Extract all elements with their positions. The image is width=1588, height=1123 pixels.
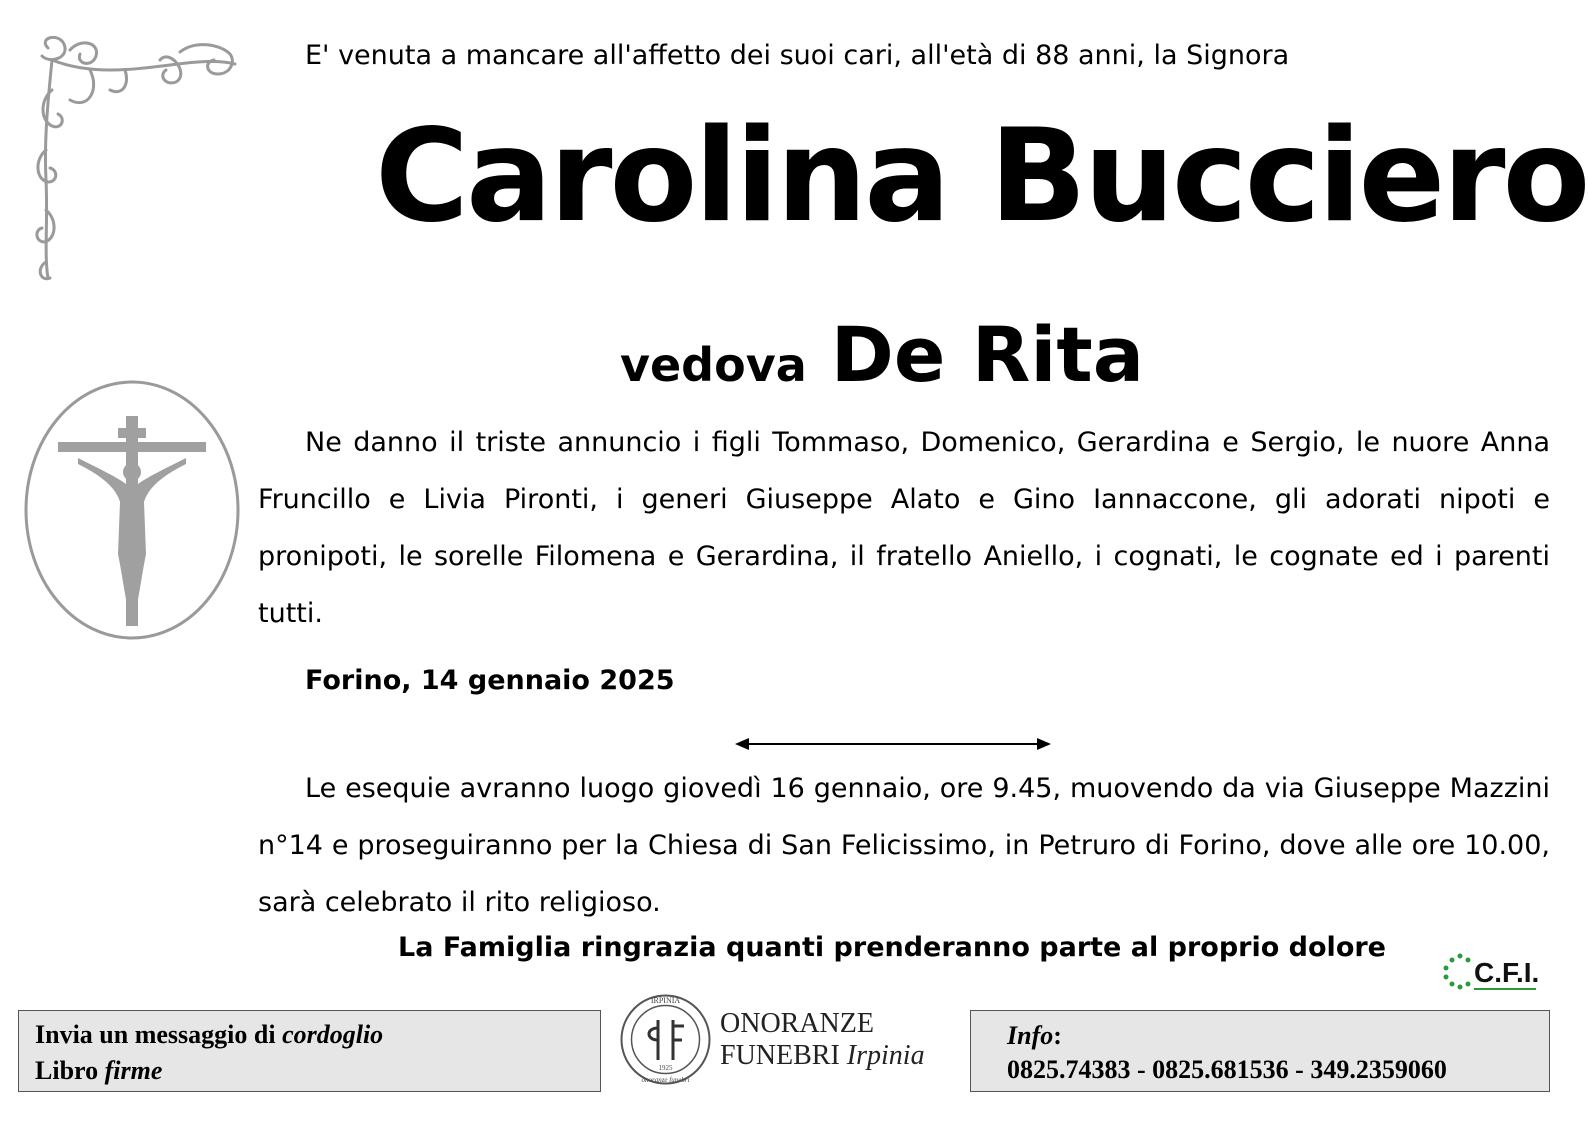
widow-surname: De Rita	[830, 310, 1145, 399]
phone-numbers[interactable]: 0825.74383 - 0825.681536 - 349.2359060	[1007, 1055, 1447, 1084]
widow-line	[620, 310, 1220, 399]
brand-line2-italic: Irpinia	[846, 1040, 925, 1071]
condolence-box[interactable]	[18, 1010, 601, 1092]
info-box	[970, 1010, 1550, 1092]
seal-year-text: 1925	[658, 1064, 673, 1072]
info-label: Info	[1007, 1021, 1054, 1050]
cfi-logo	[1440, 948, 1540, 998]
deceased-name: Carolina Bucciero	[375, 102, 1588, 251]
seal-bottom-text: onoranze funebri	[641, 1076, 690, 1084]
brand-line2-plain: FUNEBRI	[720, 1040, 840, 1071]
info-colon: :	[1053, 1021, 1062, 1050]
book-italic: firme	[104, 1056, 163, 1085]
cfi-label: C.F.I.	[1474, 957, 1540, 988]
guestbook-link[interactable]	[35, 1053, 584, 1089]
condolence-italic: cordoglio	[282, 1020, 384, 1049]
brand-line1: ONORANZE	[720, 1008, 874, 1039]
condolence-prefix: Invia un messaggio di	[35, 1020, 276, 1049]
thanks-line: La Famiglia ringrazia quanti prenderanno parte al proprio dolore	[398, 932, 1386, 963]
widow-label: vedova	[620, 338, 807, 392]
dateline: Forino, 14 gennaio 2025	[305, 665, 675, 696]
book-prefix: Libro	[35, 1056, 99, 1085]
corner-ornament	[30, 30, 245, 285]
onoranze-brand	[720, 1008, 925, 1072]
seal-top-text: IRPINIA	[650, 996, 681, 1005]
funeral-paragraph: Le esequie avranno luogo giovedì 16 gennaio, ore 9.45, muovendo da via Giuseppe Mazzini n°14 e proseguiranno per la Chiesa di San Felicissimo, in Petruro di Forino, dove alle ore 10.00, sarà celebrato il rito religioso.	[258, 773, 1550, 918]
onoranze-seal-icon	[618, 992, 713, 1087]
announcement-paragraph: Ne danno il triste annuncio i figli Tommaso, Domenico, Gerardina e Sergio, le nuore Anna Fruncillo e Livia Pironti, i generi Giuseppe Alato e Gino Iannaccone, gli adorati nipoti e pronipoti, le sorelle Filomena e Gerardina, il fratello Aniello, i cognati, le cognate ed i parenti tutti.	[258, 427, 1550, 629]
intro-text: E' venuta a mancare all'affetto dei suoi cari, all'età di 88 anni, la Signora	[305, 40, 1290, 71]
crucifix-icon	[22, 378, 242, 648]
condolence-link[interactable]	[35, 1017, 584, 1053]
double-arrow-divider	[733, 734, 1053, 754]
